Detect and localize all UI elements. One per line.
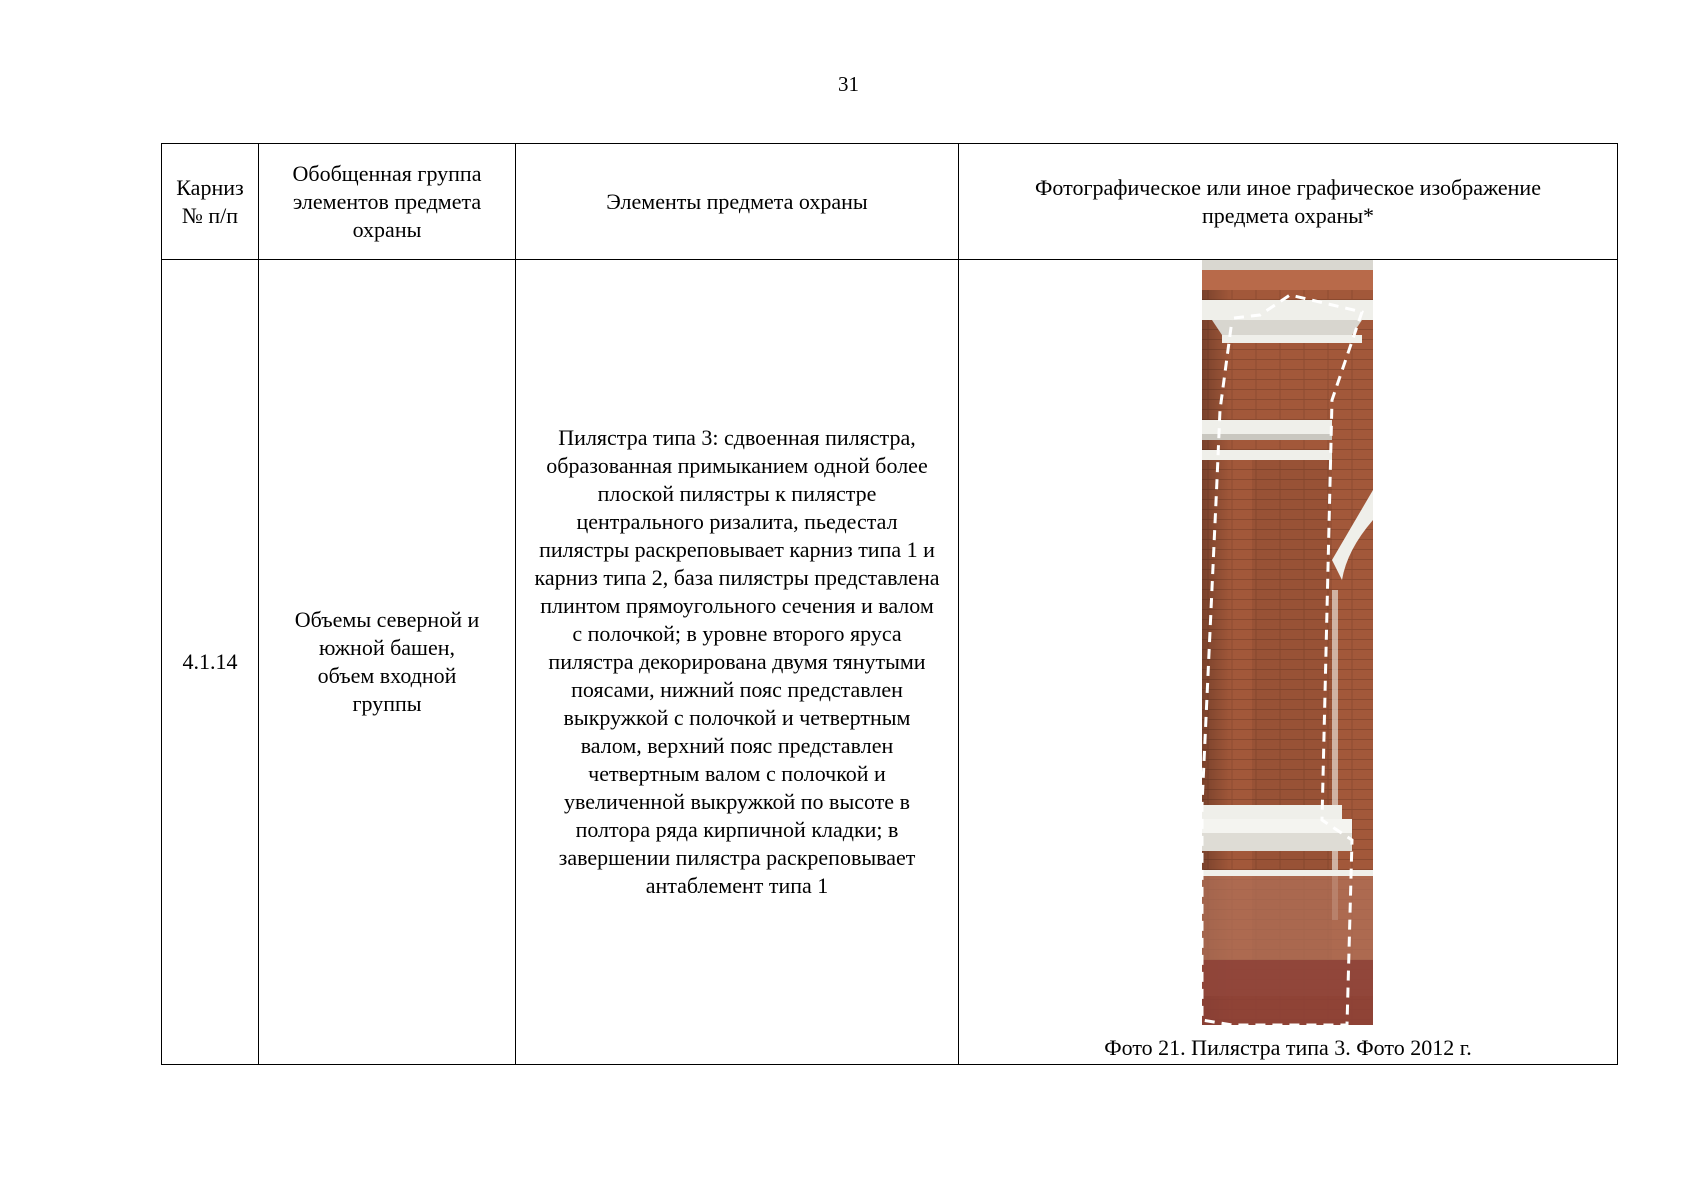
elements-description: Пилястра типа 3: сдвоенная пилястра, образованная примыканием одной более плоской пилястры к пилястре центрального ризалита, пьедестал пилястры раскреповывает карниз типа 1 и карниз типа 2, база пилястры представлена плинтом прямоугольного сечения и валом с полочкой; в уровне второго яруса пилястра декорирована двумя тянутыми поясами, нижний пояс представлен выкружкой с полочкой и четвертным валом, верхний пояс представлен четвертным валом с полочкой и увеличенной выкружкой по высоте в полтора ряда кирпичной кладки; в завершении пилястра раскреповывает антаблемент типа 1 (534, 425, 940, 898)
page-number: 31 (838, 72, 859, 96)
pilaster-photo (1202, 260, 1373, 1025)
header-group: Обобщенная группа элементов предмета охраны (259, 144, 516, 260)
photo-caption: Фото 21. Пилястра типа 3. Фото 2012 г. (1104, 1035, 1472, 1060)
protection-table (161, 143, 1618, 1065)
table-header-row (162, 144, 1618, 260)
table-row (162, 260, 1618, 1065)
row-elements (516, 260, 959, 1065)
header-elements: Элементы предмета охраны (516, 144, 959, 260)
header-photo: Фотографическое или иное графическое изображение предмета охраны* (959, 144, 1618, 260)
row-number: 4.1.14 (162, 260, 259, 1065)
row-group: Объемы северной и южной башен, объем входной группы (259, 260, 516, 1065)
header-number: Карниз № п/п (162, 144, 259, 260)
pilaster-photo-image (1202, 260, 1373, 1025)
row-photo (959, 260, 1618, 1065)
